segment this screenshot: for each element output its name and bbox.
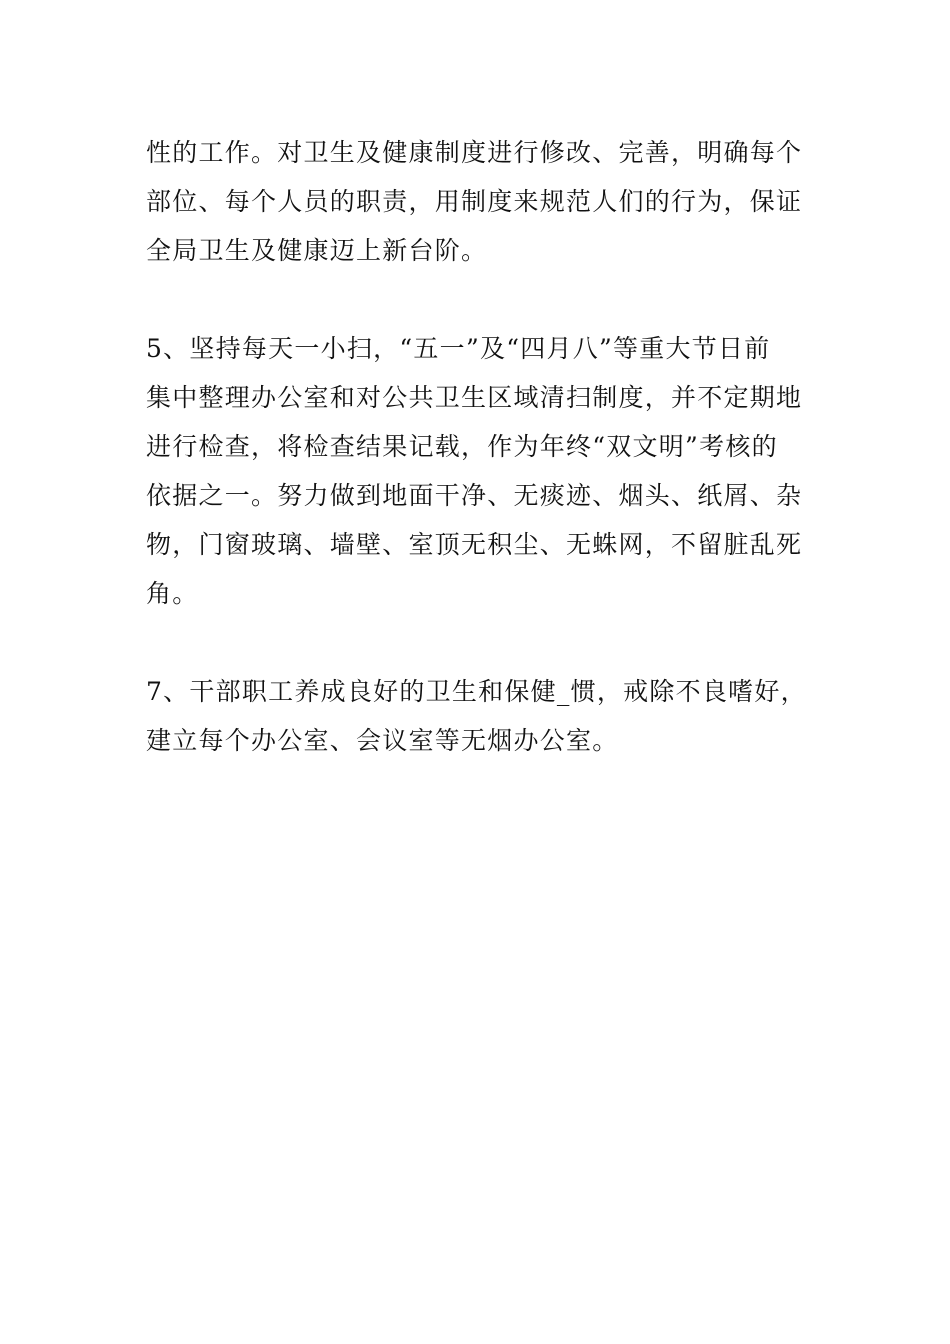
text-line: 集中整理办公室和对公共卫生区域清扫制度，并不定期地 <box>146 383 803 412</box>
text-line: 7、干部职工养成良好的卫生和保健_惯，戒除不良嗜好， <box>146 677 807 706</box>
text-line: 物，门窗玻璃、墙壁、室顶无积尘、无蛛网，不留脏乱死 <box>146 530 803 559</box>
text-line: 依据之一。努力做到地面干净、无痰迹、烟头、纸屑、杂 <box>146 481 803 510</box>
paragraph-spacer <box>146 618 808 667</box>
paragraph-2 <box>146 324 808 618</box>
text-line: 部位、每个人员的职责，用制度来规范人们的行为，保证 <box>146 187 803 216</box>
text-line: 进行检查，将检查结果记载，作为年终“双文明”考核的 <box>146 432 778 461</box>
text-line: 5、坚持每天一小扫，“五一”及“四月八”等重大节日前 <box>146 334 771 363</box>
text-line: 建立每个办公室、会议室等无烟办公室。 <box>146 726 619 755</box>
text-line: 全局卫生及健康迈上新台阶。 <box>146 236 488 265</box>
paragraph-1 <box>146 128 808 275</box>
text-line: 角。 <box>146 579 199 608</box>
paragraph-spacer <box>146 275 808 324</box>
paragraph-3 <box>146 667 808 765</box>
text-line: 性的工作。对卫生及健康制度进行修改、完善，明确每个 <box>146 138 803 167</box>
document-body <box>146 128 808 765</box>
